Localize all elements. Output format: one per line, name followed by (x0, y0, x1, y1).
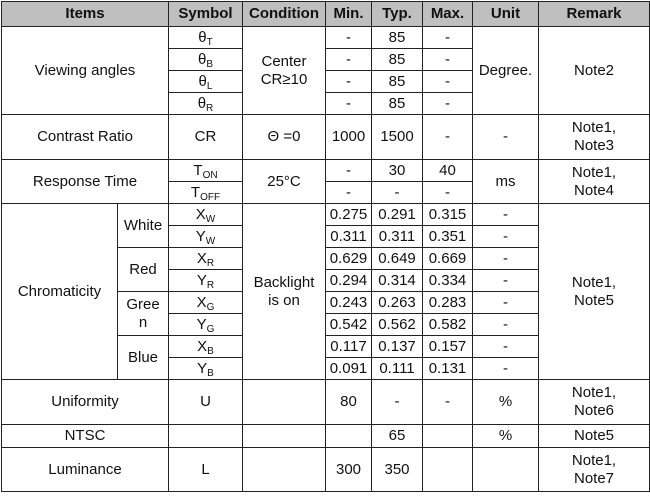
symbol-cell: $X_W$ (169, 204, 243, 226)
min-cell: - (326, 93, 372, 115)
header-unit: Unit (473, 2, 539, 27)
symbol-cell (169, 425, 243, 448)
typ-cell: 0.314 (372, 270, 423, 292)
symbol-cell: $\theta_B$ (169, 49, 243, 71)
item-contrast-ratio: Contrast Ratio (2, 115, 169, 160)
symbol-cell: $\theta_R$ (169, 93, 243, 115)
symbol-cell: $T_{ON}$ (169, 160, 243, 182)
symbol-cell: $Y_G$ (169, 314, 243, 336)
max-cell: 0.334 (423, 270, 473, 292)
unit-cell (473, 448, 539, 492)
chroma-group-white: White (118, 204, 169, 248)
symbol-cell: $Y_B$ (169, 358, 243, 380)
typ-cell: 85 (372, 49, 423, 71)
symbol-cell: $Y_R$ (169, 270, 243, 292)
min-cell: 300 (326, 448, 372, 492)
item-response-time: Response Time (2, 160, 169, 204)
min-cell: 80 (326, 380, 372, 425)
unit-viewing: Degree. (473, 27, 539, 115)
item-luminance: Luminance (2, 448, 169, 492)
header-row (2, 2, 650, 27)
max-cell: - (423, 115, 473, 160)
remark-chroma: Note1, Note5 (539, 204, 650, 380)
typ-cell: 350 (372, 448, 423, 492)
min-cell: 0.117 (326, 336, 372, 358)
symbol-cell: $X_R$ (169, 248, 243, 270)
typ-cell: 85 (372, 71, 423, 93)
item-uniformity: Uniformity (2, 380, 169, 425)
max-cell (423, 448, 473, 492)
typ-cell: 0.649 (372, 248, 423, 270)
table-row (2, 448, 650, 492)
typ-cell: 85 (372, 27, 423, 49)
condition-chroma: Backlight is on (243, 204, 326, 380)
typ-cell: 85 (372, 93, 423, 115)
min-cell: 0.275 (326, 204, 372, 226)
condition-cell (243, 380, 326, 425)
min-cell: - (326, 71, 372, 93)
chroma-group-green: Gree n (118, 292, 169, 336)
remark-ntsc: Note5 (539, 425, 650, 448)
unit-cell: - (473, 248, 539, 270)
min-cell: 0.294 (326, 270, 372, 292)
condition-cell (243, 448, 326, 492)
symbol-cell: $T_{OFF}$ (169, 182, 243, 204)
min-cell: 0.311 (326, 226, 372, 248)
table-row (2, 115, 650, 160)
symbol-cell: $Y_W$ (169, 226, 243, 248)
max-cell: - (423, 380, 473, 425)
min-cell: 0.243 (326, 292, 372, 314)
min-cell: 1000 (326, 115, 372, 160)
header-symbol: Symbol (169, 2, 243, 27)
max-cell: 0.283 (423, 292, 473, 314)
typ-cell: 1500 (372, 115, 423, 160)
typ-cell: 65 (372, 425, 423, 448)
max-cell: 40 (423, 160, 473, 182)
symbol-cell: L (169, 448, 243, 492)
remark-contrast: Note1, Note3 (539, 115, 650, 160)
typ-cell: - (372, 182, 423, 204)
header-typ: Typ. (372, 2, 423, 27)
condition-response: 25°C (243, 160, 326, 204)
chroma-group-blue: Blue (118, 336, 169, 380)
unit-cell: % (473, 380, 539, 425)
unit-cell: - (473, 292, 539, 314)
typ-cell: 0.137 (372, 336, 423, 358)
typ-cell: 30 (372, 160, 423, 182)
item-ntsc: NTSC (2, 425, 169, 448)
symbol-cell: $\theta_L$ (169, 71, 243, 93)
condition-viewing: Center CR≥10 (243, 27, 326, 115)
symbol-cell: $X_G$ (169, 292, 243, 314)
condition-cell (243, 425, 326, 448)
remark-viewing: Note2 (539, 27, 650, 115)
typ-cell: - (372, 380, 423, 425)
typ-cell: 0.562 (372, 314, 423, 336)
max-cell (423, 425, 473, 448)
remark-luminance: Note1, Note7 (539, 448, 650, 492)
table-row (2, 380, 650, 425)
symbol-cell: $X_B$ (169, 336, 243, 358)
header-min: Min. (326, 2, 372, 27)
typ-cell: 0.263 (372, 292, 423, 314)
typ-cell: 0.291 (372, 204, 423, 226)
typ-cell: 0.311 (372, 226, 423, 248)
header-remark: Remark (539, 2, 650, 27)
min-cell: - (326, 160, 372, 182)
unit-cell: - (473, 314, 539, 336)
min-cell: - (326, 182, 372, 204)
symbol-cell: $\theta_T$ (169, 27, 243, 49)
unit-cell: - (473, 204, 539, 226)
unit-cell: - (473, 358, 539, 380)
unit-cell: - (473, 226, 539, 248)
unit-cell: % (473, 425, 539, 448)
min-cell: - (326, 49, 372, 71)
max-cell: - (423, 49, 473, 71)
min-cell: 0.629 (326, 248, 372, 270)
condition-contrast: Θ =0 (243, 115, 326, 160)
symbol-cell: U (169, 380, 243, 425)
header-items: Items (2, 2, 169, 27)
remark-response: Note1, Note4 (539, 160, 650, 204)
unit-cell: - (473, 270, 539, 292)
max-cell: 0.669 (423, 248, 473, 270)
max-cell: - (423, 71, 473, 93)
max-cell: - (423, 27, 473, 49)
table-row (2, 27, 650, 49)
min-cell: 0.542 (326, 314, 372, 336)
max-cell: 0.157 (423, 336, 473, 358)
table-row (2, 204, 650, 226)
max-cell: 0.351 (423, 226, 473, 248)
max-cell: - (423, 182, 473, 204)
table-row (2, 425, 650, 448)
remark-uniformity: Note1, Note6 (539, 380, 650, 425)
header-condition: Condition (243, 2, 326, 27)
max-cell: 0.131 (423, 358, 473, 380)
min-cell (326, 425, 372, 448)
max-cell: 0.582 (423, 314, 473, 336)
max-cell: 0.315 (423, 204, 473, 226)
unit-cell: - (473, 336, 539, 358)
unit-cell: - (473, 115, 539, 160)
unit-response: ms (473, 160, 539, 204)
header-max: Max. (423, 2, 473, 27)
chroma-group-red: Red (118, 248, 169, 292)
item-viewing-angles: Viewing angles (2, 27, 169, 115)
table-row (2, 160, 650, 182)
item-chromaticity: Chromaticity (2, 204, 118, 380)
max-cell: - (423, 93, 473, 115)
min-cell: - (326, 27, 372, 49)
typ-cell: 0.111 (372, 358, 423, 380)
symbol-cell: CR (169, 115, 243, 160)
optical-spec-table (1, 1, 650, 492)
min-cell: 0.091 (326, 358, 372, 380)
